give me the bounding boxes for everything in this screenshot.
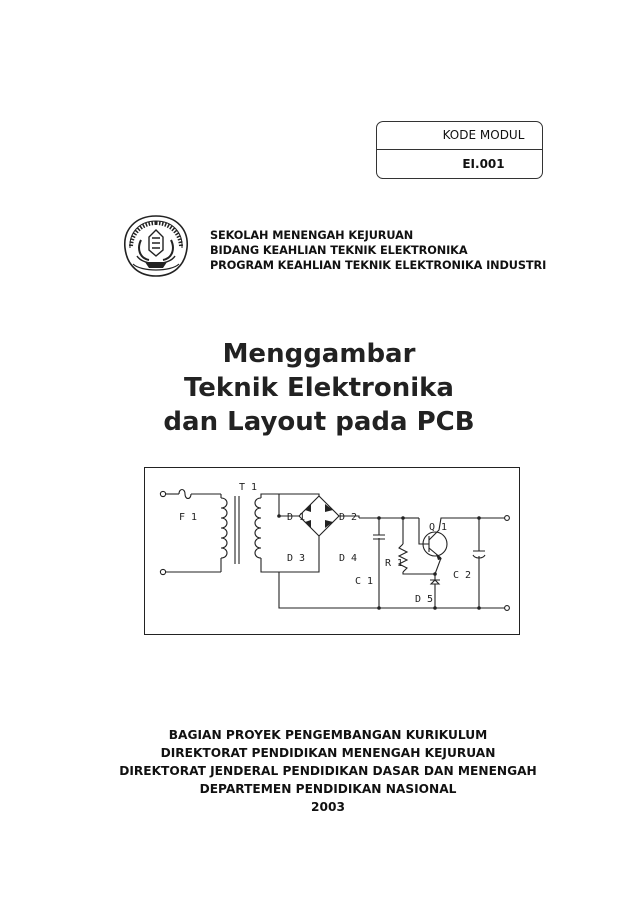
school-line-1: SEKOLAH MENENGAH KEJURUAN (210, 229, 414, 242)
label-d3: D 3 (287, 553, 306, 564)
footer-line-3: DIREKTORAT JENDERAL PENDIDIKAN DASAR DAN MENENGAH (119, 764, 537, 778)
title-line-1: Menggambar (222, 339, 416, 369)
school-line-2: BIDANG KEAHLIAN TEKNIK ELEKTRONIKA (210, 244, 468, 257)
label-t1: T 1 (239, 482, 258, 493)
label-d5: D 5 (415, 594, 434, 605)
label-d1: D 1 (287, 512, 306, 523)
power-supply-schematic (145, 468, 521, 636)
label-d2: D 2 (339, 512, 358, 523)
label-c1: C 1 (355, 576, 374, 587)
footer-line-2: DIREKTORAT PENDIDIKAN MENENGAH KEJURUAN (160, 746, 496, 760)
module-code-value: EI.001 (462, 157, 505, 171)
footer-year: 2003 (311, 800, 345, 814)
label-q1: Q 1 (429, 522, 448, 533)
school-line-3: PROGRAM KEAHLIAN TEKNIK ELEKTRONIKA INDUSTRI (210, 259, 547, 272)
tut-wuri-handayani-emblem-icon (119, 210, 193, 282)
module-title (119, 337, 519, 439)
module-code-box (376, 121, 543, 179)
label-f1: F 1 (179, 512, 198, 523)
label-c2: C 2 (453, 570, 472, 581)
footer-line-4: DEPARTEMEN PENDIDIKAN NASIONAL (199, 782, 457, 796)
title-line-2: Teknik Elektronika (184, 373, 454, 403)
title-line-3: dan Layout pada PCB (163, 407, 475, 437)
circuit-diagram (144, 467, 520, 635)
footer-line-1: BAGIAN PROYEK PENGEMBANGAN KURIKULUM (168, 728, 488, 742)
label-r1: R 1 (385, 558, 404, 569)
school-header (210, 228, 546, 273)
module-code-label: KODE MODUL (377, 122, 542, 150)
label-d4: D 4 (339, 553, 358, 564)
publisher-footer (110, 726, 546, 816)
